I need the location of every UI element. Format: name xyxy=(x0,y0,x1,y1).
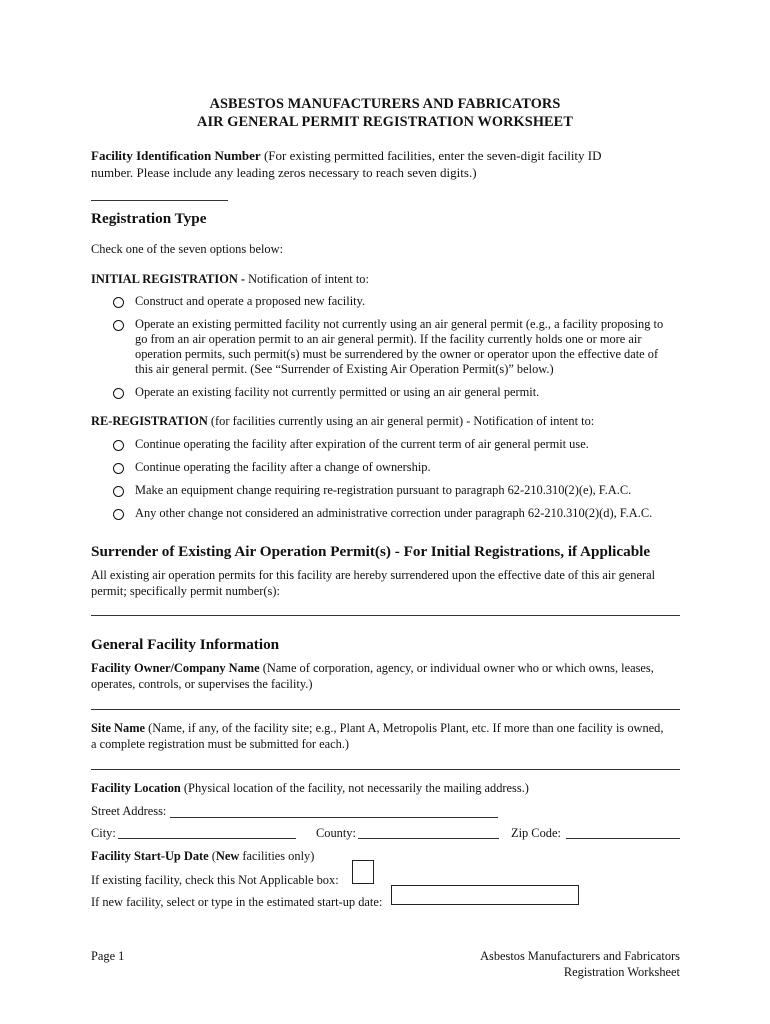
startup-date-input-label: If new facility, select or type in the estimated start-up date: xyxy=(91,895,383,909)
surrender-permit-numbers-field[interactable] xyxy=(91,615,680,616)
location-description xyxy=(91,781,529,796)
startup-paren-rest: facilities only) xyxy=(239,849,315,863)
facility-id-desc-2: number. Please include any leading zeros necessary to reach seven digits.) xyxy=(91,165,477,180)
reregistration-title: RE-REGISTRATION xyxy=(91,414,208,428)
startup-date-label: Facility Start-Up Date xyxy=(91,849,209,863)
initial-registration-suffix: Notification of intent to: xyxy=(248,272,369,286)
site-desc-2: a complete registration must be submitted for each.) xyxy=(91,737,350,751)
county-label: County: xyxy=(316,826,356,840)
zip-code-field[interactable] xyxy=(566,838,680,839)
initial-registration-title: INITIAL REGISTRATION - xyxy=(91,272,249,286)
not-applicable-label: If existing facility, check this Not Applicable box: xyxy=(91,873,339,887)
reregistration-suffix: (for facilities currently using an air general permit) - Notification of intent to: xyxy=(207,414,595,428)
startup-new-word: New xyxy=(215,849,240,863)
rereg-option-1-radio[interactable] xyxy=(113,440,124,451)
initial-option-3-radio[interactable] xyxy=(113,388,124,399)
startup-date-description xyxy=(91,849,314,864)
site-label: Site Name xyxy=(91,721,146,735)
startup-paren-open: ( xyxy=(208,849,216,863)
initial-option-2-label-line-3: operation permits, such permit(s) must be surrendered by the owner or operator upon the effective date of xyxy=(135,347,659,361)
facility-id-desc-1: (For existing permitted facilities, enter the seven-digit facility ID xyxy=(260,148,602,163)
initial-option-1-label: Construct and operate a proposed new facility. xyxy=(135,294,366,308)
rereg-option-4-radio[interactable] xyxy=(113,509,124,520)
document-title-line-1: ASBESTOS MANUFACTURERS AND FABRICATORS xyxy=(209,96,561,112)
owner-desc-1: (Name of corporation, agency, or individual owner who or which owns, leases, xyxy=(259,661,654,675)
county-field[interactable] xyxy=(358,838,499,839)
surrender-text-line-1: All existing air operation permits for this facility are hereby surrendered upon the effective date of this air general xyxy=(91,568,656,582)
initial-option-1-radio[interactable] xyxy=(113,297,124,308)
site-description xyxy=(91,721,691,736)
rereg-option-3-radio[interactable] xyxy=(113,486,124,497)
site-desc-1: (Name, if any, of the facility site; e.g., Plant A, Metropolis Plant, etc. If more than one facility is owned, xyxy=(145,721,664,735)
street-address-label: Street Address: xyxy=(91,804,167,818)
document-title-line-2: AIR GENERAL PERMIT REGISTRATION WORKSHEET xyxy=(197,114,573,130)
reregistration-label xyxy=(91,414,594,429)
rereg-option-3-label: Make an equipment change requiring re-registration pursuant to paragraph 62-210.310(2)(e), F.A.C. xyxy=(135,483,632,497)
startup-date-input[interactable] xyxy=(391,885,579,905)
facility-id-description xyxy=(91,147,691,164)
facility-id-label: Facility Identification Number xyxy=(91,148,261,163)
owner-name-field[interactable] xyxy=(91,709,680,710)
initial-option-3-label: Operate an existing facility not currently permitted or using an air general permit. xyxy=(135,385,540,399)
street-address-field[interactable] xyxy=(170,817,498,818)
rereg-option-4-label: Any other change not considered an administrative correction under paragraph 62-210.310(2)(d), F.A.C. xyxy=(135,506,653,520)
initial-option-2-label-line-1: Operate an existing permitted facility not currently using an air general permit (e.g., a facility proposing to xyxy=(135,317,664,331)
not-applicable-checkbox[interactable] xyxy=(352,860,374,884)
initial-option-2-label-line-2: go from an air operation permit to an air general permit). If the facility currently holds one or more air xyxy=(135,332,642,346)
city-field[interactable] xyxy=(118,838,296,839)
registration-type-heading: Registration Type xyxy=(91,210,207,227)
registration-type-instruction: Check one of the seven options below: xyxy=(91,242,284,256)
owner-label: Facility Owner/Company Name xyxy=(91,661,260,675)
page-number: Page 1 xyxy=(91,949,125,963)
facility-id-field[interactable] xyxy=(91,200,228,201)
initial-option-2-label-line-4: this air general permit. (See “Surrender of Existing Air Operation Permit(s)” below.) xyxy=(135,362,554,376)
rereg-option-1-label: Continue operating the facility after expiration of the current term of air general permit use. xyxy=(135,437,589,451)
initial-option-2-radio[interactable] xyxy=(113,320,124,331)
surrender-text-line-2: permit; specifically permit number(s): xyxy=(91,584,280,598)
footer-title-line-1: Asbestos Manufacturers and Fabricators xyxy=(480,949,680,963)
city-label: City: xyxy=(91,826,116,840)
owner-description xyxy=(91,661,691,676)
location-desc: (Physical location of the facility, not necessarily the mailing address.) xyxy=(180,781,529,795)
location-label: Facility Location xyxy=(91,781,181,795)
footer-title-line-2: Registration Worksheet xyxy=(563,965,680,979)
owner-desc-2: operates, controls, or supervises the facility.) xyxy=(91,677,313,691)
rereg-option-2-radio[interactable] xyxy=(113,463,124,474)
rereg-option-2-label: Continue operating the facility after a change of ownership. xyxy=(135,460,431,474)
zip-code-label: Zip Code: xyxy=(511,826,561,840)
general-info-heading: General Facility Information xyxy=(91,636,280,653)
site-name-field[interactable] xyxy=(91,769,680,770)
surrender-heading: Surrender of Existing Air Operation Permit(s) - For Initial Registrations, if Applicable xyxy=(91,543,651,560)
initial-registration-label xyxy=(91,272,369,287)
